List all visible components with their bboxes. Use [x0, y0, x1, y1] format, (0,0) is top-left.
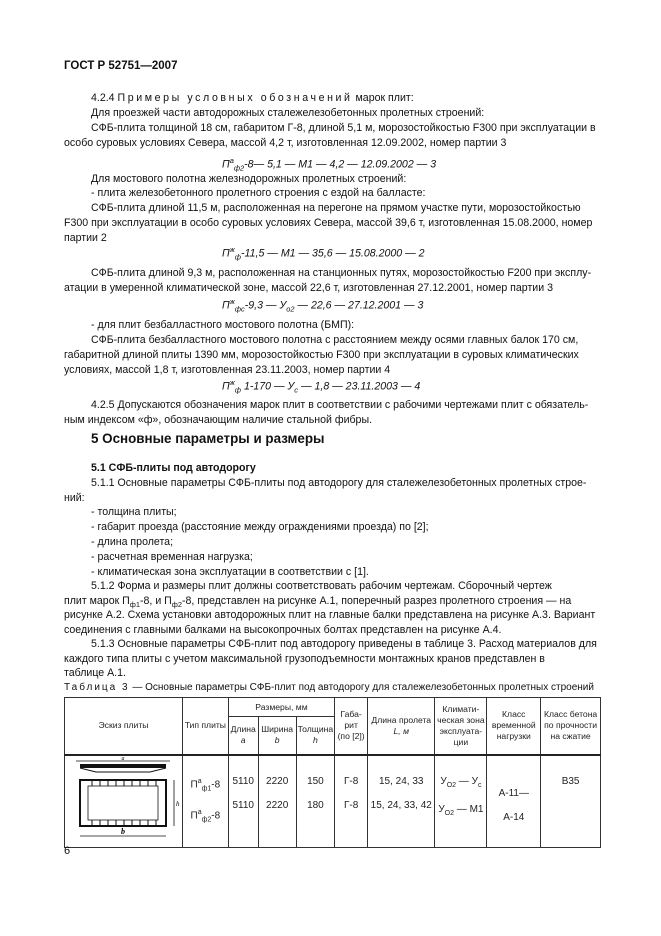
- sketch-label-b: b: [121, 826, 126, 836]
- header-concrete: Класс бетона по прочности на сжатие: [541, 698, 601, 755]
- cell-span: 15, 24, 33 15, 24, 33, 42: [368, 755, 435, 848]
- sketch-label-h: h: [176, 799, 180, 808]
- section-5-title: 5 Основные параметры и размеры: [91, 431, 325, 446]
- list-item: - толщина плиты;: [91, 506, 177, 518]
- formula-3: $П^ж_{фс}-9,3$ — $У_{о2}$ — 22,6 — 27.12.2001 — 3: [222, 297, 424, 314]
- para-5-1-3-line-1: 5.1.3 Основные параметры СФБ-плит под автодорогу приведены в таблице 3. Расход материалов для: [91, 638, 597, 650]
- table-3: [64, 697, 601, 848]
- para-5-1-3-line-2: каждого типа плиты с учетом максимальной грузоподъемности монтажных кранов представлен в: [64, 653, 545, 665]
- bmp-paragraph-line-2: габаритной длиной плиты 1390 мм, морозостойкостью F300 при эксплуатации в суровых климатических: [64, 349, 579, 361]
- header-thickness: Толщина h: [296, 717, 335, 755]
- header-sketch: Эскиз плиты: [65, 698, 183, 755]
- para-5-1-2-line-2: плит марок $П_{ф1}-8$, и $П_{ф2}-8$, представлен на рисунке А.1, поперечный разрез пролетного строения — на: [64, 595, 572, 610]
- cell-climate: [435, 755, 487, 848]
- para-5-1-2-line-4: соединения с главными балками на высокопрочных болтах представлен на рисунке А.4.: [64, 624, 502, 636]
- road-intro: Для проезжей части автодорожных сталежелезобетонных пролетных строений:: [91, 107, 485, 119]
- formula-1: $П^а_{ф2}-8—$ 5,1 — М1 — 4,2 — 12.09.2002 — 3: [222, 156, 437, 173]
- section-5-1-title: 5.1 СФБ-плиты под автодорогу: [91, 462, 256, 474]
- header-load: Класс временной нагрузки: [487, 698, 541, 755]
- rail-intro: Для мостового полотна железнодорожных пролетных строений:: [91, 173, 407, 185]
- header-dims: Размеры, мм: [228, 698, 334, 717]
- para-5-1-1-line-1: 5.1.1 Основные параметры СФБ-плиты под автодорогу для сталежелезобетонных пролетных строе-: [91, 477, 587, 489]
- type-row-2: $П^а_{ф2}-8$: [190, 808, 221, 824]
- header-length: Длина a: [228, 717, 258, 755]
- climate-row-1: $У_{О2}$ — $У_с$: [440, 775, 482, 789]
- station-paragraph-line-1: СФБ-плита длиной 9,3 м, расположенная на станционных путях, морозостойкостью F200 при эксплу-: [91, 267, 592, 279]
- para-5-1-3-line-3: таблице А.1.: [64, 667, 126, 679]
- bmp-paragraph-line-3: условиях, массой 1,8 т, изготовленная 23.11.2003, номер партии 4: [64, 364, 391, 376]
- formula-4: $П^ж_ф$ 1-170 — $У_с$ — 1,8 — 23.11.2003 — 4: [222, 378, 421, 395]
- cell-concrete-class: В35: [541, 755, 601, 848]
- sketch-label-a: a: [121, 755, 125, 762]
- table-3-caption: Таблица 3 — Основные параметры СФБ-плит под автодорогу для сталежелезобетонных пролетных строений: [64, 682, 594, 693]
- para-5-1-2-line-3: рисунке А.2. Схема установки автодорожных плит на главные балки представлена на рисунке А.3. Вариант: [64, 609, 596, 621]
- bmp-paragraph-line-1: СФБ-плита безбалластного мостового полотна с расстоянием между осями главных балок 170 см,: [91, 334, 579, 346]
- rail-paragraph-line-2: F300 при эксплуатации в особо суровых условиях Севера, массой 39,6 т, изготовленная 15.08.2000, номер: [64, 217, 593, 229]
- list-item: - климатическая зона эксплуатации в соответствии с [1].: [91, 566, 369, 578]
- header-type: Тип плиты: [182, 698, 228, 755]
- list-item: - длина пролета;: [91, 536, 174, 548]
- cell-load-class: А-11—А-14: [487, 755, 541, 848]
- slab-sketch-drawing: [66, 756, 180, 844]
- cell-length: 5110 5110: [228, 755, 258, 848]
- type-row-1: $П^а_{ф1}-8$: [190, 777, 221, 792]
- section-4-2-5-line-1: 4.2.5 Допускаются обозначения марок плит в соответствии с рабочими чертежами плит с обязатель-: [91, 399, 589, 411]
- page-number: 6: [64, 845, 71, 857]
- header-gabarit: Габа-рит (по [2]): [335, 698, 368, 755]
- para-5-1-1-line-2: ний:: [64, 492, 85, 504]
- para-5-1-2-line-1: 5.1.2 Форма и размеры плит должны соответствовать рабочим чертежам. Сборочный чертеж: [91, 580, 552, 592]
- cell-gabarit: Г-8 Г-8: [335, 755, 368, 848]
- header-climate: Климати-ческая зона эксплуата-ции: [435, 698, 487, 755]
- rail-bullet: - плита железобетонного пролетного строения с ездой на балласте:: [91, 187, 426, 199]
- standard-header: ГОСТ Р 52751—2007: [64, 60, 178, 72]
- cell-width: 2220 2220: [258, 755, 296, 848]
- list-item: - габарит проезда (расстояние между ограждениями проезда) по [2];: [91, 521, 429, 533]
- formula-2: $П^ж_ф-11,5$ — М1 — 35,6 — 15.08.2000 — 2: [222, 245, 425, 262]
- road-paragraph-line-2: особо суровых условиях Севера, массой 4,2 т, изготовленная 12.09.2002, номер партии 3: [64, 137, 507, 149]
- rail-paragraph-line-1: СФБ-плита длиной 11,5 м, расположенная на перегоне на прямом участке пути, морозостойкостью: [91, 202, 581, 214]
- list-item: - расчетная временная нагрузка;: [91, 551, 253, 563]
- section-4-2-4-title: 4.2.4 Примеры условных обозначений марок плит:: [91, 92, 414, 104]
- cell-thickness: 150 180: [296, 755, 335, 848]
- rail-paragraph-line-3: партии 2: [64, 232, 107, 244]
- slab-sketch: [65, 755, 183, 848]
- bmp-bullet: - для плит безбалластного мостового полотна (БМП):: [91, 319, 355, 331]
- climate-row-2: $У_{О2}$ — М1: [438, 803, 484, 817]
- header-width: Ширина b: [258, 717, 296, 755]
- road-paragraph-line-1: СФБ-плита толщиной 18 см, габаритом Г-8, длиной 5,1 м, морозостойкостью F300 при эксплуатации в: [91, 122, 596, 134]
- header-span: Длина пролета L, м: [368, 698, 435, 755]
- cell-type: [182, 755, 228, 848]
- section-4-2-5-line-2: ным индексом «ф», обозначающим наличие стальной фибры.: [64, 414, 373, 426]
- station-paragraph-line-2: атации в умеренной климатической зоне, массой 22,6 т, изготовленная 27.12.2001, номер партии 3: [64, 282, 553, 294]
